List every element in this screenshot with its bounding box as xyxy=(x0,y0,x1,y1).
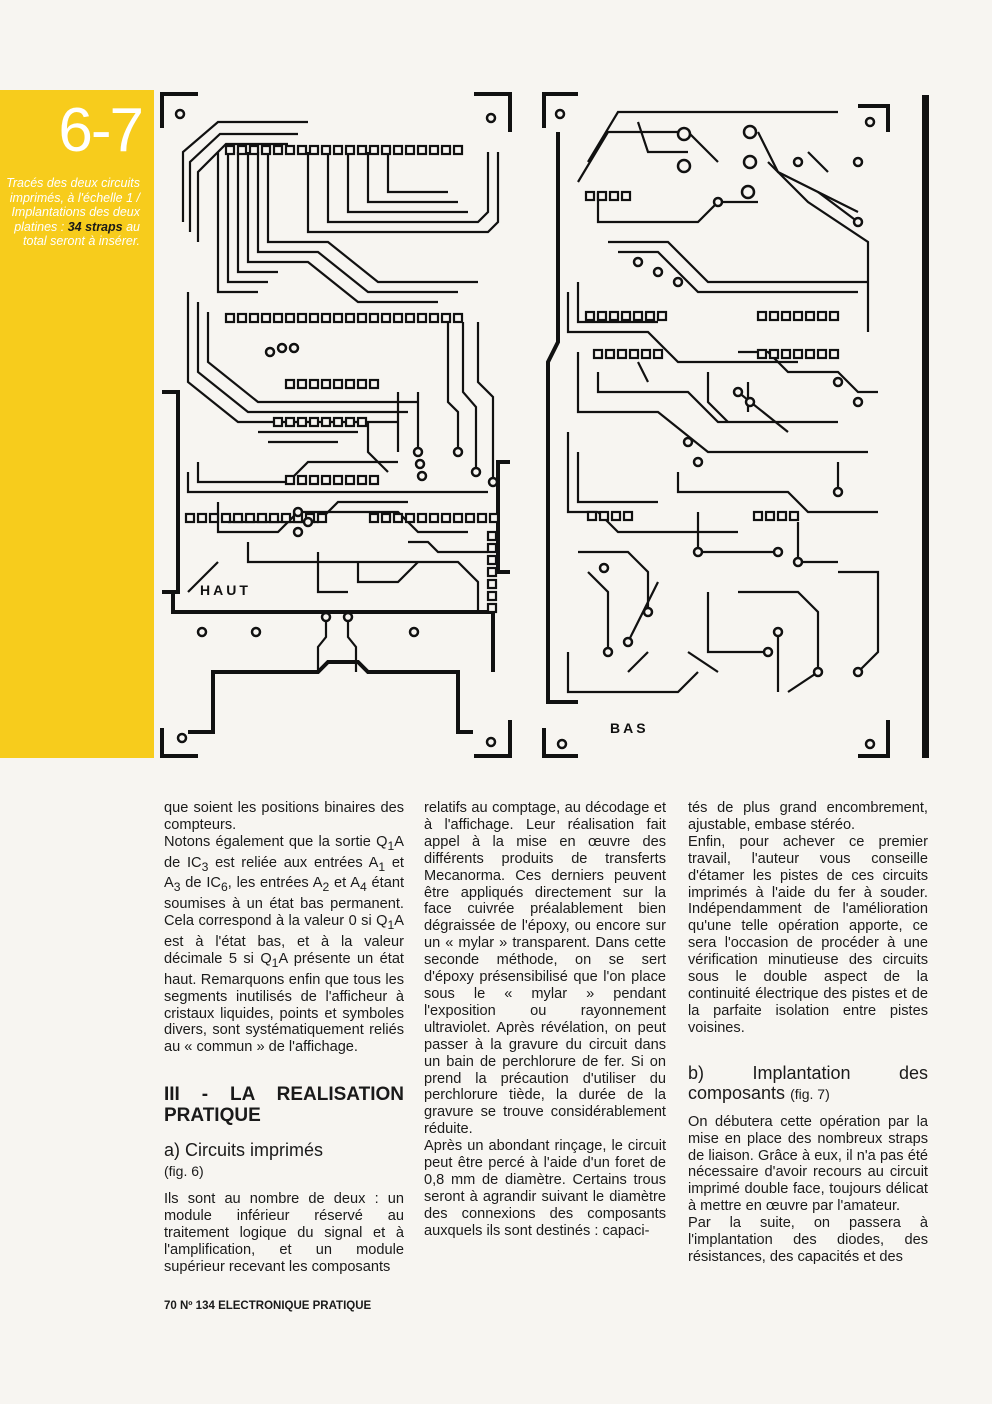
text-column-1 xyxy=(164,800,404,1276)
pcb-top-artwork xyxy=(158,92,516,764)
paragraph: relatifs au comptage, au décodage et à l'affichage. Leur réalisation fait appel à la mise en œuvre des différents produits de transferts Mecanorma. Ces derniers peuvent être appliqués directement sur la face cuivrée préalablement bien dégraissée de l'époxy, ou encore sur un « mylar » transparent. Dans cette seconde méthode, on se sert d'époxy présensibilisé que l'on place sous le « mylar » pendant l'exposition ou rayonnement ultraviolet. Après révélation, on peut passer à la gravure du circuit dans un bain de perchlorure de fer. Si on prend la précaution d'utiliser du perchlorure tiède, la durée de la gravure se trouve considérablement réduite. xyxy=(424,800,666,1138)
caption-end: au total seront à insérer. xyxy=(23,219,140,248)
paragraph: Ils sont au nombre de deux : un module inférieur réservé au traitement logique du signal et à l'amplification, et un module supérieur recevant les composants xyxy=(164,1191,404,1275)
figure-caption-panel xyxy=(0,90,154,758)
pad-row xyxy=(286,476,378,484)
pad-row xyxy=(226,146,462,154)
paragraph: Notons également que la sortie $Q_1A$ de $IC_3$ est reliée aux entrées $A_1$ et $A_3$ de $IC_6$, les entrées $A_2$ et $A_4$ étant soumises à un état bas permanent. Cela correspond à la valeur 0 si $Q_1A$ est à l'état bas, et à la valeur décimale 5 si $Q_1A$ présente un état haut. Remarquons enfin que tous les segments inutilisés de l'afficheur à cristaux liquides, points et symboles divers, sont systématiquement reliés au « commun » de l'affichage. xyxy=(164,833,405,1056)
pad-row xyxy=(588,512,798,520)
pcb-bottom-artwork xyxy=(538,92,898,764)
paragraph: Enfin, pour achever ce premier travail, l'auteur vous conseille d'étamer les pistes de ces circuits imprimés à l'aide du fer à souder. Indépendamment de l'amélioration qu'une telle opération apporte, ce sera l'occasion de procéder à une vérification minutieuse des circuits sous le double aspect de la continuité électrique des pistes et de la parfaite isolation entre pistes voisines. xyxy=(688,833,928,1036)
figure-number: 6-7 xyxy=(58,96,142,165)
pcb-top-board xyxy=(158,92,516,764)
pcb-bottom-label: BAS xyxy=(610,720,649,736)
paragraph: tés de plus grand encombrement, ajustable, embase stéréo. xyxy=(688,800,928,833)
vertical-rule xyxy=(922,95,929,758)
caption-bold: 34 straps xyxy=(67,219,123,234)
subsection-heading: a) Circuits imprimés (fig. 6) xyxy=(164,1140,324,1180)
pad-row xyxy=(594,350,838,358)
pcb-bottom-board xyxy=(538,92,898,764)
pcb-top-label: HAUT xyxy=(200,582,251,598)
page-footer: 70 Nº 134 ELECTRONIQUE PRATIQUE xyxy=(164,1300,372,1312)
paragraph: que soient les positions binaires des compteurs. xyxy=(164,800,404,833)
paragraph: Par la suite, on passera à l'implantation des diodes, des résistances, des capacités et des xyxy=(688,1215,928,1265)
paragraph: Après un abondant rinçage, le circuit peut être percé à l'aide d'un foret de 0,8 mm de diamètre. Certains trous seront à agrandir suivant le diamètre des connexions des composants auxquels ils sont destinés : capaci- xyxy=(424,1138,666,1239)
pad-row xyxy=(186,514,498,522)
figure-caption xyxy=(0,176,140,249)
text-column-3 xyxy=(688,800,928,1266)
caption-text: Tracés des deux circuits imprimés, à l'échelle 1 / Implantations des deux platines : xyxy=(6,176,140,234)
pad-row xyxy=(586,312,838,320)
text-column-2 xyxy=(424,800,666,1240)
section-heading: III - LA REALISATION PRATIQUE xyxy=(164,1084,404,1127)
pad-column xyxy=(488,532,496,612)
pad-row xyxy=(586,192,630,200)
pad-row xyxy=(286,380,378,388)
subsection-heading: b) Implantation des composants (fig. 7) xyxy=(688,1062,928,1103)
paragraph: On débutera cette opération par la mise en place des nombreux straps de liaison. Grâce à eux, il n'a pas été nécessaire d'avoir recours au circuit imprimé double face, toujours délicat à mettre en œuvre par l'amateur. xyxy=(688,1113,928,1215)
pad-row xyxy=(226,314,462,322)
